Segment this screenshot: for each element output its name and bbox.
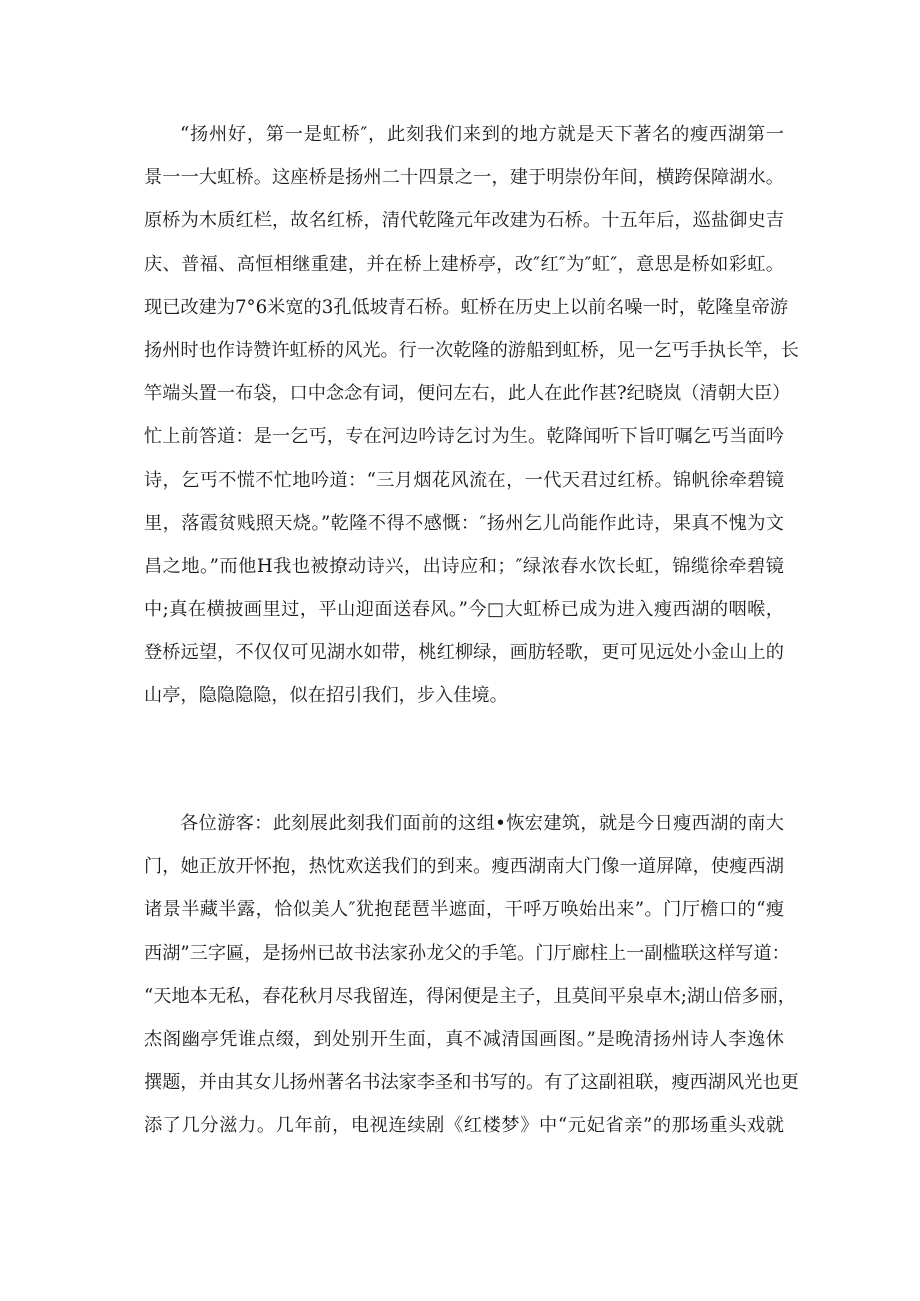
- text-line: “扬州好，第一是虹桥″，此刻我们来到的地方就是天下著名的瘦西湖第一: [180, 124, 784, 145]
- text-line: 中;真在横披画里过，平山迎面送春风。”今□大虹桥已成为进入瘦西湖的咽喉，: [144, 599, 784, 621]
- paragraph-south-gate: [144, 802, 799, 1148]
- text-line: 诸景半藏半露，恰似美人″犹抱琵琶半遮面，干呼万唤始出来”。门厅檐口的“瘦: [144, 899, 784, 921]
- text-line: 添了几分滋力。几年前，电视连续剧《红楼梦》中“元妃省亲”的那场重头戏就: [144, 1115, 784, 1137]
- text-line: 竿端头置一布袋，口中念念有词，便问左右，此人在此作甚?纪晓岚（清朝大臣）: [144, 383, 791, 405]
- text-line: 门，她正放开怀抱，热忱欢送我们的到来。瘦西湖南大门像一道屏障，使瘦西湖: [144, 856, 784, 878]
- text-line: 庆、普福、高恒相继重建，并在桥上建桥亭，改″红″为″虹″，意思是桥如彩虹。: [144, 253, 784, 275]
- text-line: 扬州时也作诗赞许虹桥的风光。行一次乾隆的游船到虹桥，见一乞丐手执长竿，长: [144, 339, 799, 361]
- text-line: 昌之地。”而他H我也被撩动诗兴，出诗应和；″绿浓春水饮长虹，锦缆徐牵碧镜: [144, 555, 784, 577]
- text-line: 撰题，并由其女儿扬州著名书法家李圣和书写的。有了这副祖联，瘦西湖风光也更: [144, 1072, 799, 1094]
- paragraph-rainbow-bridge: [144, 113, 799, 718]
- text-line: 原桥为木质红栏，故名红桥，清代乾隆元年改建为石桥。十五年后，巡盐御史吉: [144, 210, 784, 232]
- text-line: 景一一大虹桥。这座桥是扬州二十四景之一，建于明崇份年间，横跨保障湖水。: [144, 167, 784, 189]
- text-line: 忙上前答道：是一乞丐，专在河边吟诗乞讨为生。乾降闻听下旨叮嘱乞丐当面吟: [144, 426, 784, 448]
- text-line: 各位游客：此刻展此刻我们面前的这组•恢宏建筑，就是今日瘦西湖的南大: [180, 813, 784, 834]
- text-line: 杰阁幽亭凭谁点缀，到处别开生面，真不减清国画图。”是晚清扬州诗人李逸休: [144, 1028, 784, 1050]
- text-line: 山亭，隐隐隐隐，似在招引我们，步入佳境。: [144, 685, 508, 707]
- text-line: 西湖”三字匾，是扬州已故书法家孙龙父的手笔。门厅廊柱上一副槛联这样写道：: [144, 942, 790, 964]
- text-line: 登桥远望，不仅仅可见湖水如带，桃红柳绿，画肪轻歌，更可见远处小金山上的: [144, 642, 784, 664]
- text-line: 现已改建为7°6米宽的3孔低坡青石桥。虹桥在历史上以前名噪一时，乾隆皇帝游: [144, 296, 788, 318]
- text-line: “天地本无私，春花秋月尽我留连，得闲便是主子，且莫间平泉卓木;湖山倍多丽，: [144, 985, 796, 1007]
- text-line: 里，落霞贫贱照天烧。”乾隆不得不感慨：″扬州乞儿尚能作此诗，果真不愧为文: [144, 512, 784, 534]
- text-line: 诗，乞丐不慌不忙地吟道：“三月烟花风流在，一代天君过红桥。锦帆徐牵碧镜: [144, 469, 784, 491]
